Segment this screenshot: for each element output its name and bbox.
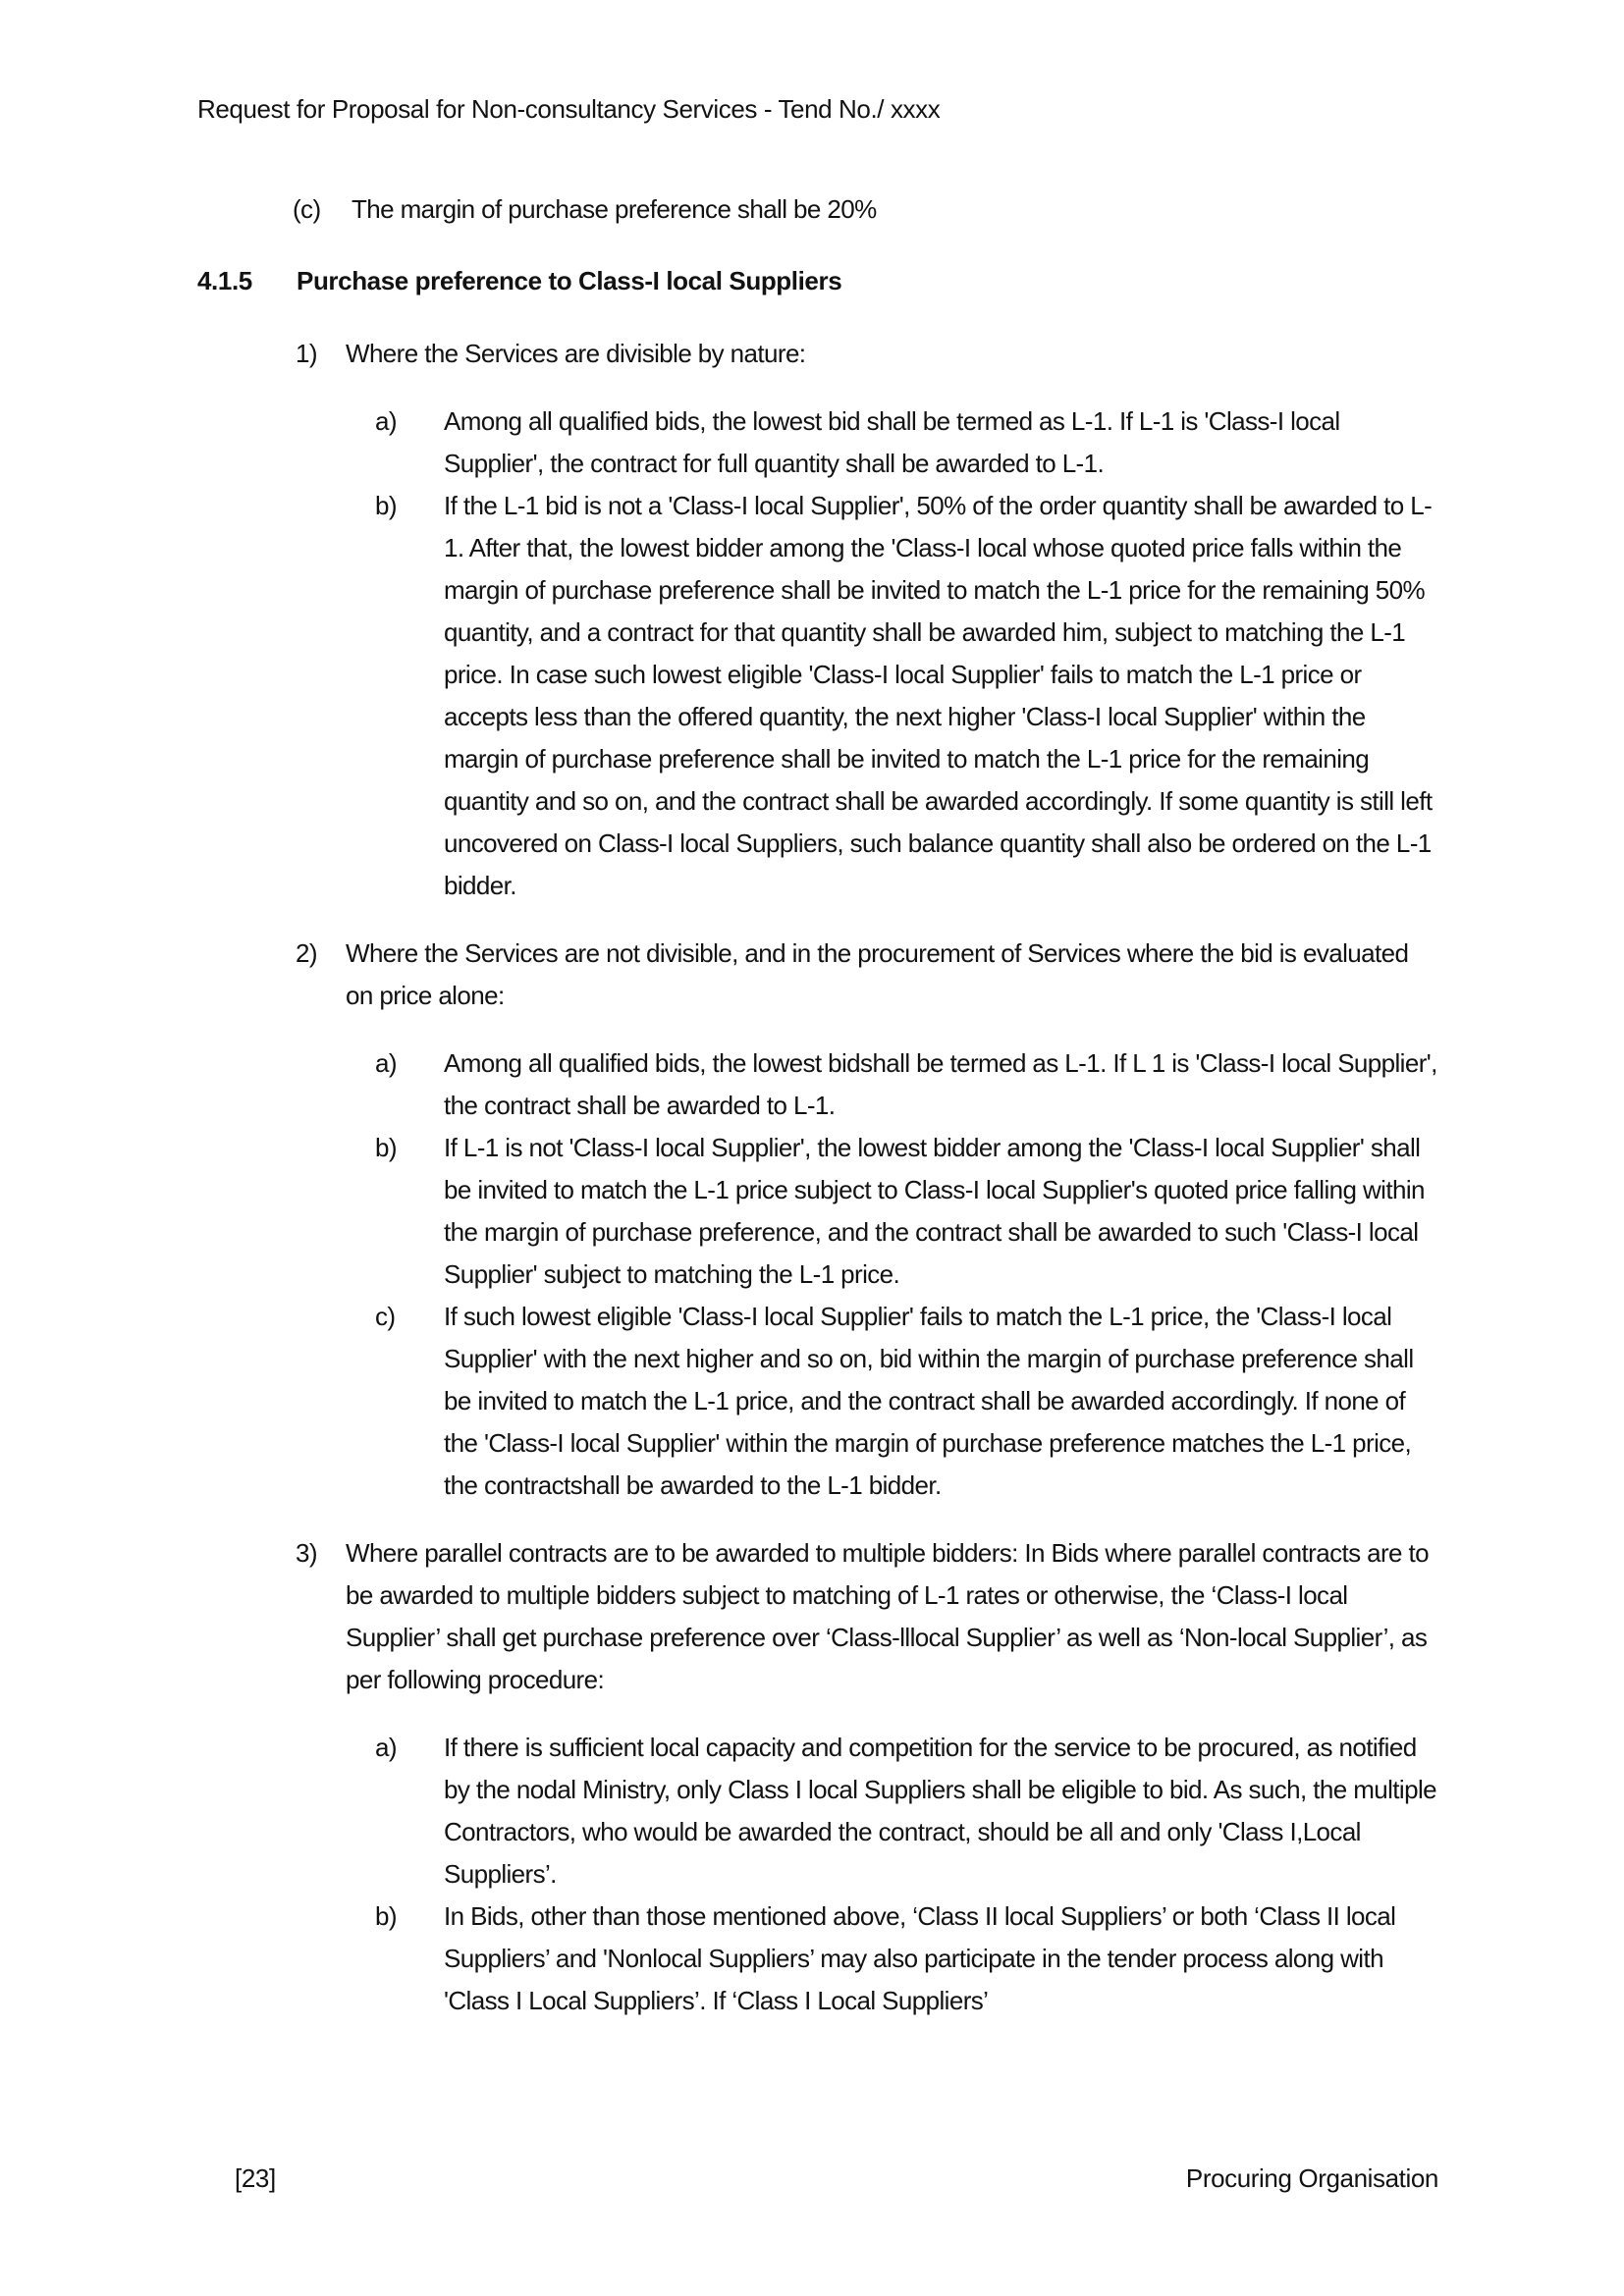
sub-item-2c-marker: c) xyxy=(375,1302,396,1331)
sub-list-1 xyxy=(0,400,1624,907)
sub-item-2a-marker: a) xyxy=(375,1048,397,1078)
footer-page-number: [23] xyxy=(235,2163,276,2193)
sub-item-2a xyxy=(375,1042,1624,1127)
sub-item-2a-text: Among all qualified bids, the lowest bidshall be termed as L-1. If L 1 is 'Class-I local Supplier', the contract shall be awarded to L-1. xyxy=(444,1048,1437,1120)
footer-organisation: Procuring Organisation xyxy=(1185,2163,1438,2193)
sub-item-3a-marker: a) xyxy=(375,1733,397,1762)
section-title: Purchase preference to Class-I local Suppliers xyxy=(297,266,842,295)
sub-item-1b-marker: b) xyxy=(375,491,397,520)
list-item-1-text: Where the Services are divisible by nature: xyxy=(346,339,806,368)
list-item-1 xyxy=(296,333,1624,375)
list-item-2-text: Where the Services are not divisible, and in the procurement of Services where the bid is evaluated on price alone: xyxy=(346,938,1409,1010)
section-number: 4.1.5 xyxy=(197,266,252,295)
list-item-3 xyxy=(296,1532,1624,1701)
list-item-3-marker: 3) xyxy=(296,1538,317,1568)
sub-item-1b-text: If the L-1 bid is not a 'Class-I local Supplier', 50% of the order quantity shall be awarded to L-1. After that, the lowest bidder among the 'Class-I local whose quoted price falls within the margin of purchase preference shall be invited to match the L-1 price for the remaining 50% quantity, and a contract for that quantity shall be awarded him, subject to matching the L-1 price. In case such lowest eligible 'Class-I local Supplier' fails to match the L-1 price or accepts less than the offered quantity, the next higher 'Class-I local Supplier' within the margin of purchase preference shall be invited to match the L-1 price for the remaining quantity and so on, and the contract shall be awarded accordingly. If some quantity is still left uncovered on Class-I local Suppliers, such balance quantity shall also be ordered on the L-1 bidder. xyxy=(444,491,1433,900)
sub-item-1a xyxy=(375,400,1624,485)
sub-item-3b-text: In Bids, other than those mentioned above, ‘Class II local Suppliers’ or both ‘Class II local Suppliers’ and 'Nonlocal Suppliers’ may also participate in the tender process along with 'Class I Local Suppliers’. If ‘Class I Local Suppliers’ xyxy=(444,1901,1396,2015)
sub-item-1b xyxy=(375,485,1624,907)
clause-c xyxy=(293,188,1624,231)
sub-item-2b xyxy=(375,1127,1624,1296)
sub-item-3a-text: If there is sufficient local capacity and competition for the service to be procured, as notified by the nodal Ministry, only Class I local Suppliers shall be eligible to bid. As such, the multiple Contractors, who would be awarded the contract, should be all and only 'Class I,Local Suppliers’. xyxy=(444,1733,1436,1889)
sub-list-3 xyxy=(0,1727,1624,2022)
page-header: Request for Proposal for Non-consultancy Services - Tend No./ xxxx xyxy=(197,94,941,124)
sub-item-2c-text: If such lowest eligible 'Class-I local Supplier' fails to match the L-1 price, the 'Class-I local Supplier' with the next higher and so on, bid within the margin of purchase preference shall be invited to match the L-1 price, and the contract shall be awarded accordingly. If none of the 'Class-I local Supplier' within the margin of purchase preference matches the L-1 price, the contractshall be awarded to the L-1 bidder. xyxy=(444,1302,1414,1500)
sub-item-2c xyxy=(375,1296,1624,1507)
clause-c-marker: (c) xyxy=(293,194,321,224)
sub-item-2b-text: If L-1 is not 'Class-I local Supplier', the lowest bidder among the 'Class-I local Supplier' shall be invited to match the L-1 price subject to Class-I local Supplier's quoted price falling within the margin of purchase preference, and the contract shall be awarded to such 'Class-I local Supplier' subject to matching the L-1 price. xyxy=(444,1133,1425,1289)
section-heading xyxy=(197,260,1624,302)
clause-c-text: The margin of purchase preference shall be 20% xyxy=(352,194,877,224)
sub-list-2 xyxy=(0,1042,1624,1507)
list-item-2 xyxy=(296,933,1624,1017)
list-item-3-text: Where parallel contracts are to be awarded to multiple bidders: In Bids where parallel contracts are to be awarded to multiple bidders subject to matching of L-1 rates or otherwise, the ‘Class-I local Supplier’ shall get purchase preference over ‘Class-lllocal Supplier’ as well as ‘Non-local Supplier’, as per following procedure: xyxy=(346,1538,1430,1694)
sub-item-1a-text: Among all qualified bids, the lowest bid shall be termed as L-1. If L-1 is 'Class-I local Supplier', the contract for full quantity shall be awarded to L-1. xyxy=(444,406,1340,478)
list-item-2-marker: 2) xyxy=(296,938,317,968)
list-item-1-marker: 1) xyxy=(296,339,317,368)
sub-item-3b-marker: b) xyxy=(375,1901,397,1931)
sub-item-3a xyxy=(375,1727,1624,1896)
sub-item-3b xyxy=(375,1896,1624,2022)
sub-item-1a-marker: a) xyxy=(375,406,397,436)
sub-item-2b-marker: b) xyxy=(375,1133,397,1162)
